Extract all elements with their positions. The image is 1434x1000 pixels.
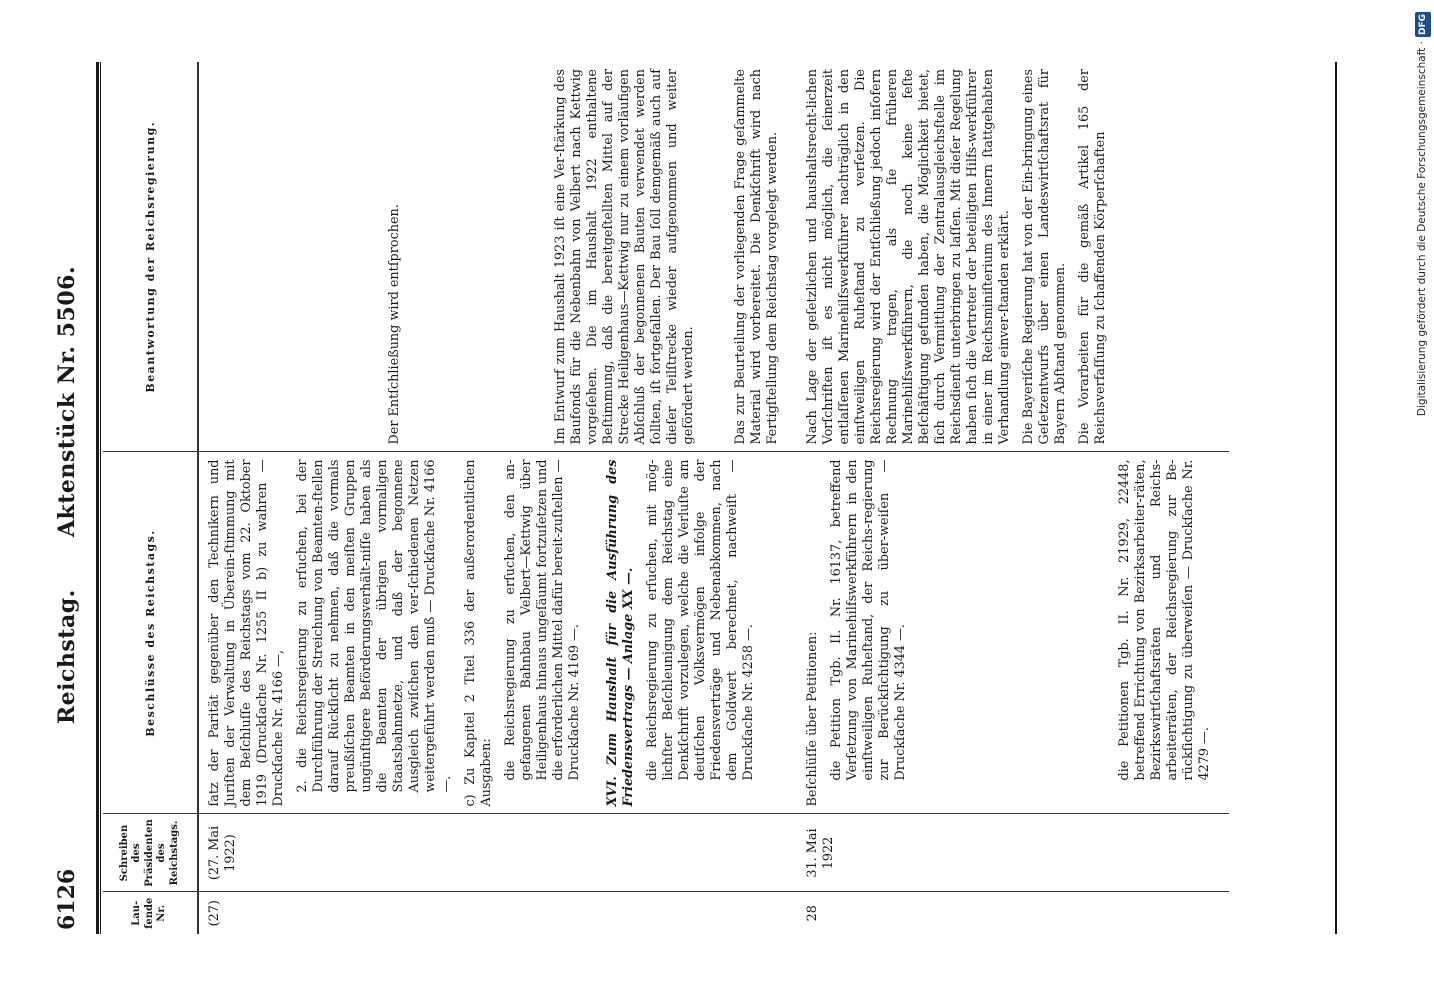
section-heading: XVI. Zum Haushalt für die Ausführung des Friedensvertrags — Anlage XX —. [605,459,636,807]
footer-rule [1335,62,1337,934]
resolution-subheading: Beſchlüſſe über Petitionen: [805,631,820,807]
table-header-row [103,62,198,934]
answer-text: Die Bayeriſche Regierung hat von der Ein-bringung eines Geſetzentwurfs über einen Landeswirtſchaftsrat für Bayern Abſtand genommen. [1021,69,1068,445]
row-resolutions [198,452,797,814]
answer-text: Der Entſchließung wird entſprochen. [387,204,402,445]
row-resolutions [797,452,1229,814]
row-date: 31. Mai 1922 [797,814,1229,892]
resolutions-table [103,62,1229,934]
page-number: 6126 [54,868,80,930]
row-answers [198,62,797,452]
resolution-text: die Petitionen Tgb. II. Nr. 21929, 22448, betreffend Errichtung von Bezirksarbeiter-räten, Bezirkswirtſchaftsräten und Reichs-arbeiterräten, der Reichsregierung zur Be-rückſichtigung zu überweiſen — Druckſache Nr. 4279 —. [1117,459,1212,781]
col-header-date: Schreiben des Präsidenten des Reichstags. [103,814,198,892]
resolution-subheading: c) Zu Kapitel 2 Titel 336 der außerordentlichen Ausgaben: [463,459,494,807]
answer-text: Nach Lage der geſetzlichen und haushaltsrecht-lichen Vorſchriften iſt es nicht möglich, die ſeinerzeit entlaſſenen Marinehilfswerkführer nachträglich in den einſtweiligen Ruheſtand zu verſetzen. Die Reichsregierung wird der Entſchließung jedoch inſofern Rechnung tragen, als ſie früheren Marinehilfswerkführern, die noch keine feſte Beſchäftigung gefunden haben, die Möglichkeit bietet, ſich durch Vermittlung der Zentralausgleichsſtelle im Reichsdienſt unterbringen zu laſſen. Mit dieſer Regelung haben ſich die Vertreter der beteiligten Hilfs-werkführer in einer im Reichsminiſterium des Innern ſtattgehabten Verhandlung einver-ſtanden erklärt. [805,69,1012,445]
resolution-text: 2. die Reichsregierung zu erſuchen, bei der Durchführung der Streichung von Beamten-ſtellen darauf Rückſicht zu nehmen, daß die vormals preußiſchen Beamten in den meiſten Gruppen ungünſtigere Beförderungsverhält-niſſe haben als die Beamten der übrigen vormaligen Staatsbahnnetze, und daß der begonnene Ausgleich zwiſchen den ver-ſchiedenen Netzen weitergeführt werden muß — Druckſache Nr. 4166 —. [295,459,454,793]
row-number: 28 [805,905,820,922]
running-head-left: Reichstag. [54,589,80,725]
dfg-logo-icon: DFG [1415,12,1431,37]
page-header [54,60,86,930]
resolution-text: ſatz der Parität gegenüber den Technikern und Juriſten der Verwaltung in Überein-ſtimmung mit dem Beſchluſſe des Reichstags vom 22. Oktober 1919 (Druckſache Nr. 1255 II b) zu wahren — Druckſache Nr. 4166 —, [207,459,286,807]
resolution-text: die Reichsregierung zu erſuchen, den an-gefangenen Bahnbau Velbert—Kettwig über Heiligenhaus hinaus ungeſäumt fortzuſetzen und die erforderlichen Mittel dafür bereit-zuſtellen — Druckſache Nr. 4169 —. [503,459,582,781]
answer-text: Die Vorarbeiten für die gemäß Artikel 165 der Reichsverfaſſung zu ſchaffenden Körperſchaften [1077,69,1108,445]
resolution-text: die Petition Tgb. II. Nr. 16137, betreffend Verſetzung von Marinehilfswerkführern in den einſtweiligen Ruheſtand, der Reichs-regierung zur Berückſichtigung zu über-weiſen — Druckſache Nr. 4344 —. [829,459,908,781]
row-answers [797,62,1229,452]
row-date: (27. Mai 1922) [198,814,797,892]
header-rule-thick [96,62,99,934]
stamp-text: Digitalisierung gefördert durch die Deutsche Forschungsgemeinschaft · [1416,41,1428,417]
header-rule-thin [100,62,101,934]
table-row [797,62,1229,934]
running-head-right: Aktenstück Nr. 5506. [54,265,80,538]
table-row [198,62,797,934]
col-header-number: Lau-fende Nr. [103,892,198,934]
answer-text: Das zur Beurteilung der vorliegenden Frage geſammelte Material wird vorbereitet. Die Denkſchrift wird nach Fertigſtellung dem Reichstag vorgelegt werden. [733,69,780,445]
running-head [54,60,80,930]
row-number: (27) [207,900,222,927]
col-header-answers: Beantwortung der Reichsregierung. [103,62,198,452]
answer-text: Im Entwurf zum Haushalt 1923 iſt eine Ver-ſtärkung des Baufonds für die Nebenbahn von Velbert nach Kettwig vorgeſehen. Die im Haushalt 1922 enthaltene Beſtimmung, daß die bereitgeſtellten Mittel auf der Strecke Heiligenhaus—Kettwig nur zu einem vorläufigen Abſchluß der begonnenen Bauten verwendet werden ſollten, iſt fortgefallen. Der Bau ſoll demgemäß auch auf dieſer Teilſtrecke wieder aufgenommen und weiter gefördert werden. [553,69,696,445]
digitization-stamp [1414,12,1430,712]
col-header-resolutions: Beschlüsse des Reichstags. [103,452,198,814]
resolution-text: die Reichsregierung zu erſuchen, mit mög-lichſter Beſchleunigung dem Reichstag eine Denkſchrift vorzulegen, welche die Verluſte am deutſchen Volksvermögen infolge der Friedensverträge und Nebenabkommen, nach dem Goldwert berechnet, nachweiſt — Druckſache Nr. 4258 —. [645,459,756,781]
